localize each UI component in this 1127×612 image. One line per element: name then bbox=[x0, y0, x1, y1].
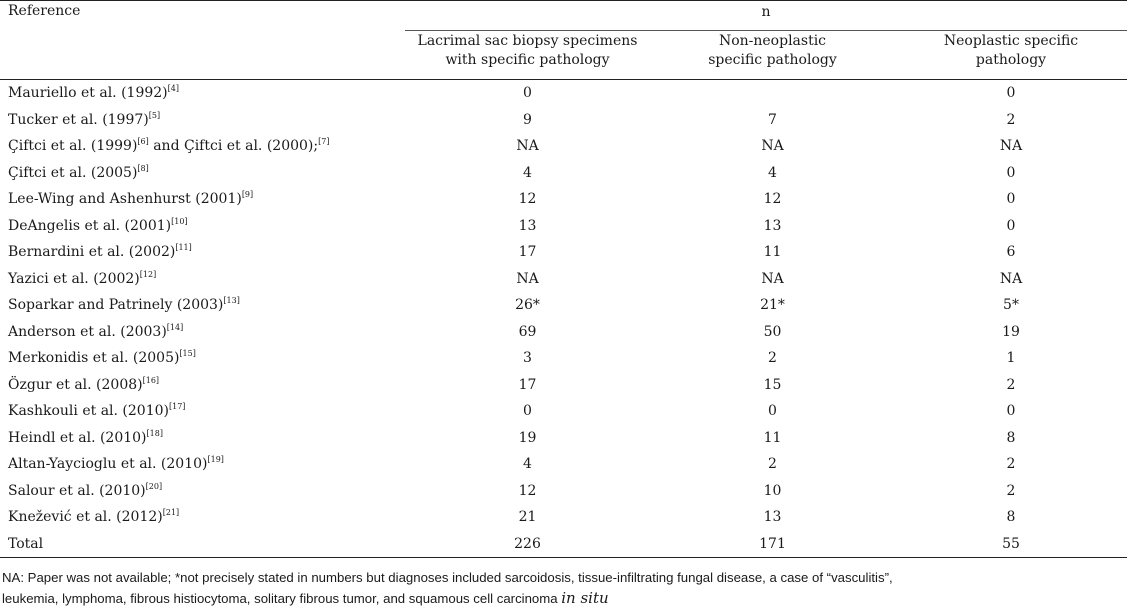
citation-marker: [11] bbox=[175, 243, 192, 253]
lacrimal-cell: NA bbox=[516, 138, 539, 155]
nonneoplastic-column-header bbox=[650, 31, 895, 80]
nonneoplastic-cell: NA bbox=[761, 270, 784, 287]
reference-cell bbox=[0, 345, 405, 372]
lacrimal-cell: 0 bbox=[523, 85, 532, 102]
table-row bbox=[0, 372, 1127, 399]
neoplastic-cell: 8 bbox=[1006, 429, 1016, 446]
table-row bbox=[0, 266, 1127, 293]
reference-cell bbox=[0, 451, 405, 478]
table-row bbox=[0, 213, 1127, 240]
lacrimal-cell: 21 bbox=[518, 509, 537, 526]
neoplastic-cell: 0 bbox=[1006, 85, 1016, 102]
footnote-line2 bbox=[2, 588, 1127, 609]
reference-cell bbox=[0, 478, 405, 505]
reference-text: Knežević et al. (2012) bbox=[8, 509, 163, 526]
neoplastic-cell: 2 bbox=[1006, 482, 1016, 499]
nonneoplastic-cell: 7 bbox=[768, 111, 777, 128]
table-row bbox=[0, 133, 1127, 160]
nonneoplastic-cell: 2 bbox=[768, 350, 777, 367]
neoplastic-cell: NA bbox=[999, 138, 1023, 155]
reference-text: Bernardini et al. (2002) bbox=[8, 244, 176, 261]
total-neoplastic-cell: 55 bbox=[895, 531, 1127, 558]
reference-text: Özgur et al. (2008) bbox=[8, 376, 143, 393]
reference-text: Heindl et al. (2010) bbox=[8, 429, 147, 446]
reference-text-continued: and Çiftci et al. (2000); bbox=[148, 138, 319, 155]
nonneoplastic-cell: 4 bbox=[768, 164, 777, 181]
nonneo-header-line2: specific pathology bbox=[708, 52, 837, 68]
reference-text: Mauriello et al. (1992) bbox=[8, 85, 168, 102]
footnote-line2-text: leukemia, lymphoma, fibrous histiocytoma, solitary fibrous tumor, and squamous cell carcinoma bbox=[2, 591, 562, 606]
citation-marker: [14] bbox=[166, 322, 184, 332]
lacrimal-cell: 17 bbox=[518, 376, 537, 393]
reference-text: Lee-Wing and Ashenhurst (2001) bbox=[8, 191, 242, 208]
table-footnote bbox=[0, 568, 1127, 609]
nonneoplastic-cell: 13 bbox=[763, 217, 782, 234]
citation-marker: [17] bbox=[168, 402, 186, 412]
lacrimal-cell: 69 bbox=[518, 323, 537, 340]
reference-cell bbox=[0, 292, 405, 319]
lacrimal-cell: 4 bbox=[523, 456, 532, 473]
table-row bbox=[0, 80, 1127, 107]
nonneo-header-line1: Non-neoplastic bbox=[718, 33, 827, 49]
lacrimal-header-line1: Lacrimal sac biopsy specimens bbox=[417, 33, 638, 49]
total-row bbox=[0, 531, 1127, 558]
reference-text: Çiftci et al. (1999) bbox=[8, 138, 138, 155]
reference-text: Merkonidis et al. (2005) bbox=[8, 350, 180, 367]
table-row bbox=[0, 319, 1127, 346]
table-row bbox=[0, 160, 1127, 187]
lacrimal-cell: NA bbox=[516, 270, 539, 287]
citation-marker: [10] bbox=[171, 216, 188, 226]
neoplastic-cell: 1 bbox=[1006, 350, 1016, 367]
neoplastic-cell: 19 bbox=[1002, 323, 1020, 340]
reference-header: Reference bbox=[0, 1, 405, 80]
reference-cell bbox=[0, 398, 405, 425]
reference-text: Altan-Yaycioglu et al. (2010) bbox=[8, 456, 208, 473]
table-row bbox=[0, 451, 1127, 478]
reference-cell bbox=[0, 213, 405, 240]
reference-text: DeAngelis et al. (2001) bbox=[8, 217, 172, 234]
nonneoplastic-cell bbox=[650, 80, 895, 107]
reference-cell bbox=[0, 504, 405, 531]
citation-marker: [4] bbox=[167, 84, 179, 94]
table-row bbox=[0, 504, 1127, 531]
neoplastic-cell: 0 bbox=[1006, 403, 1016, 420]
neoplastic-cell: 0 bbox=[1006, 164, 1016, 181]
reference-text: Salour et al. (2010) bbox=[8, 482, 146, 499]
reference-cell bbox=[0, 319, 405, 346]
lacrimal-cell: 26* bbox=[515, 297, 540, 314]
reference-cell bbox=[0, 372, 405, 399]
reference-text: Soparkar and Patrinely (2003) bbox=[8, 297, 224, 314]
nonneoplastic-cell: NA bbox=[761, 138, 784, 155]
lacrimal-cell: 3 bbox=[523, 350, 532, 367]
nonneoplastic-cell: 11 bbox=[763, 429, 782, 446]
citation-marker: [16] bbox=[142, 375, 160, 385]
citation-marker: [7] bbox=[318, 137, 330, 147]
total-nonneoplastic-cell: 171 bbox=[650, 531, 895, 558]
reference-cell bbox=[0, 425, 405, 452]
lacrimal-cell: 17 bbox=[518, 244, 537, 261]
citation-marker: [5] bbox=[148, 110, 161, 120]
reference-cell bbox=[0, 160, 405, 187]
reference-text: Tucker et al. (1997) bbox=[8, 111, 149, 128]
lacrimal-header-line2: with specific pathology bbox=[445, 52, 610, 68]
neoplastic-cell: 5* bbox=[1003, 297, 1019, 314]
citation-marker: [20] bbox=[145, 481, 163, 491]
reference-cell bbox=[0, 133, 405, 160]
lacrimal-cell: 4 bbox=[523, 164, 532, 181]
lacrimal-cell: 12 bbox=[518, 482, 537, 499]
citation-marker: [13] bbox=[223, 296, 240, 306]
footnote-line1: NA: Paper was not available; *not precisely stated in numbers but diagnoses included sarcoidosis, tissue-infiltrating fungal disease, a case of “vasculitis”, bbox=[2, 570, 893, 585]
footnote-emphasis: in situ bbox=[561, 589, 609, 607]
neoplastic-cell: 8 bbox=[1006, 509, 1016, 526]
citation-marker: [21] bbox=[162, 508, 180, 518]
table-row bbox=[0, 345, 1127, 372]
reference-cell bbox=[0, 80, 405, 107]
nonneoplastic-cell: 11 bbox=[763, 244, 782, 261]
reference-text: Kashkouli et al. (2010) bbox=[8, 403, 169, 420]
neoplastic-cell: 0 bbox=[1006, 217, 1016, 234]
nonneoplastic-cell: 2 bbox=[768, 456, 777, 473]
lacrimal-cell: 0 bbox=[523, 403, 532, 420]
table-row bbox=[0, 239, 1127, 266]
reference-cell bbox=[0, 186, 405, 213]
citation-marker: [12] bbox=[139, 269, 157, 279]
total-label: Total bbox=[0, 531, 405, 558]
lacrimal-cell: 19 bbox=[518, 429, 537, 446]
neo-header-line2: pathology bbox=[975, 52, 1047, 68]
citation-marker: [19] bbox=[207, 455, 224, 465]
neoplastic-cell: 2 bbox=[1006, 456, 1016, 473]
total-lacrimal-cell: 226 bbox=[405, 531, 650, 558]
reference-text: Yazici et al. (2002) bbox=[8, 270, 140, 287]
citation-marker: [15] bbox=[179, 349, 196, 359]
neoplastic-column-header bbox=[895, 31, 1127, 80]
nonneoplastic-cell: 50 bbox=[763, 323, 782, 340]
n-group-header: n bbox=[405, 1, 1127, 31]
table-row bbox=[0, 478, 1127, 505]
nonneoplastic-cell: 10 bbox=[763, 482, 782, 499]
neoplastic-cell: 0 bbox=[1006, 191, 1016, 208]
citation-marker: [9] bbox=[241, 190, 254, 200]
table-row bbox=[0, 398, 1127, 425]
reference-cell bbox=[0, 107, 405, 134]
nonneoplastic-cell: 21* bbox=[760, 297, 785, 314]
nonneoplastic-cell: 0 bbox=[768, 403, 777, 420]
citation-marker: [8] bbox=[137, 163, 149, 173]
reference-cell bbox=[0, 266, 405, 293]
citation-marker: [18] bbox=[146, 428, 163, 438]
lacrimal-cell: 13 bbox=[518, 217, 537, 234]
table-row bbox=[0, 292, 1127, 319]
lacrimal-column-header bbox=[405, 31, 650, 80]
table-row bbox=[0, 107, 1127, 134]
neoplastic-cell: 2 bbox=[1006, 376, 1016, 393]
table-row bbox=[0, 425, 1127, 452]
table-row bbox=[0, 186, 1127, 213]
nonneoplastic-cell: 13 bbox=[763, 509, 782, 526]
reference-text: Çiftci et al. (2005) bbox=[8, 164, 138, 181]
citation-marker: [6] bbox=[137, 137, 149, 147]
neo-header-line1: Neoplastic specific bbox=[943, 33, 1079, 49]
lacrimal-cell: 9 bbox=[523, 111, 532, 128]
neoplastic-cell: 2 bbox=[1006, 111, 1016, 128]
nonneoplastic-cell: 15 bbox=[763, 376, 782, 393]
nonneoplastic-cell: 12 bbox=[763, 191, 782, 208]
reference-cell bbox=[0, 239, 405, 266]
neoplastic-cell: 6 bbox=[1006, 244, 1016, 261]
lacrimal-cell: 12 bbox=[518, 191, 537, 208]
reference-text: Anderson et al. (2003) bbox=[8, 323, 167, 340]
neoplastic-cell: NA bbox=[999, 270, 1023, 287]
